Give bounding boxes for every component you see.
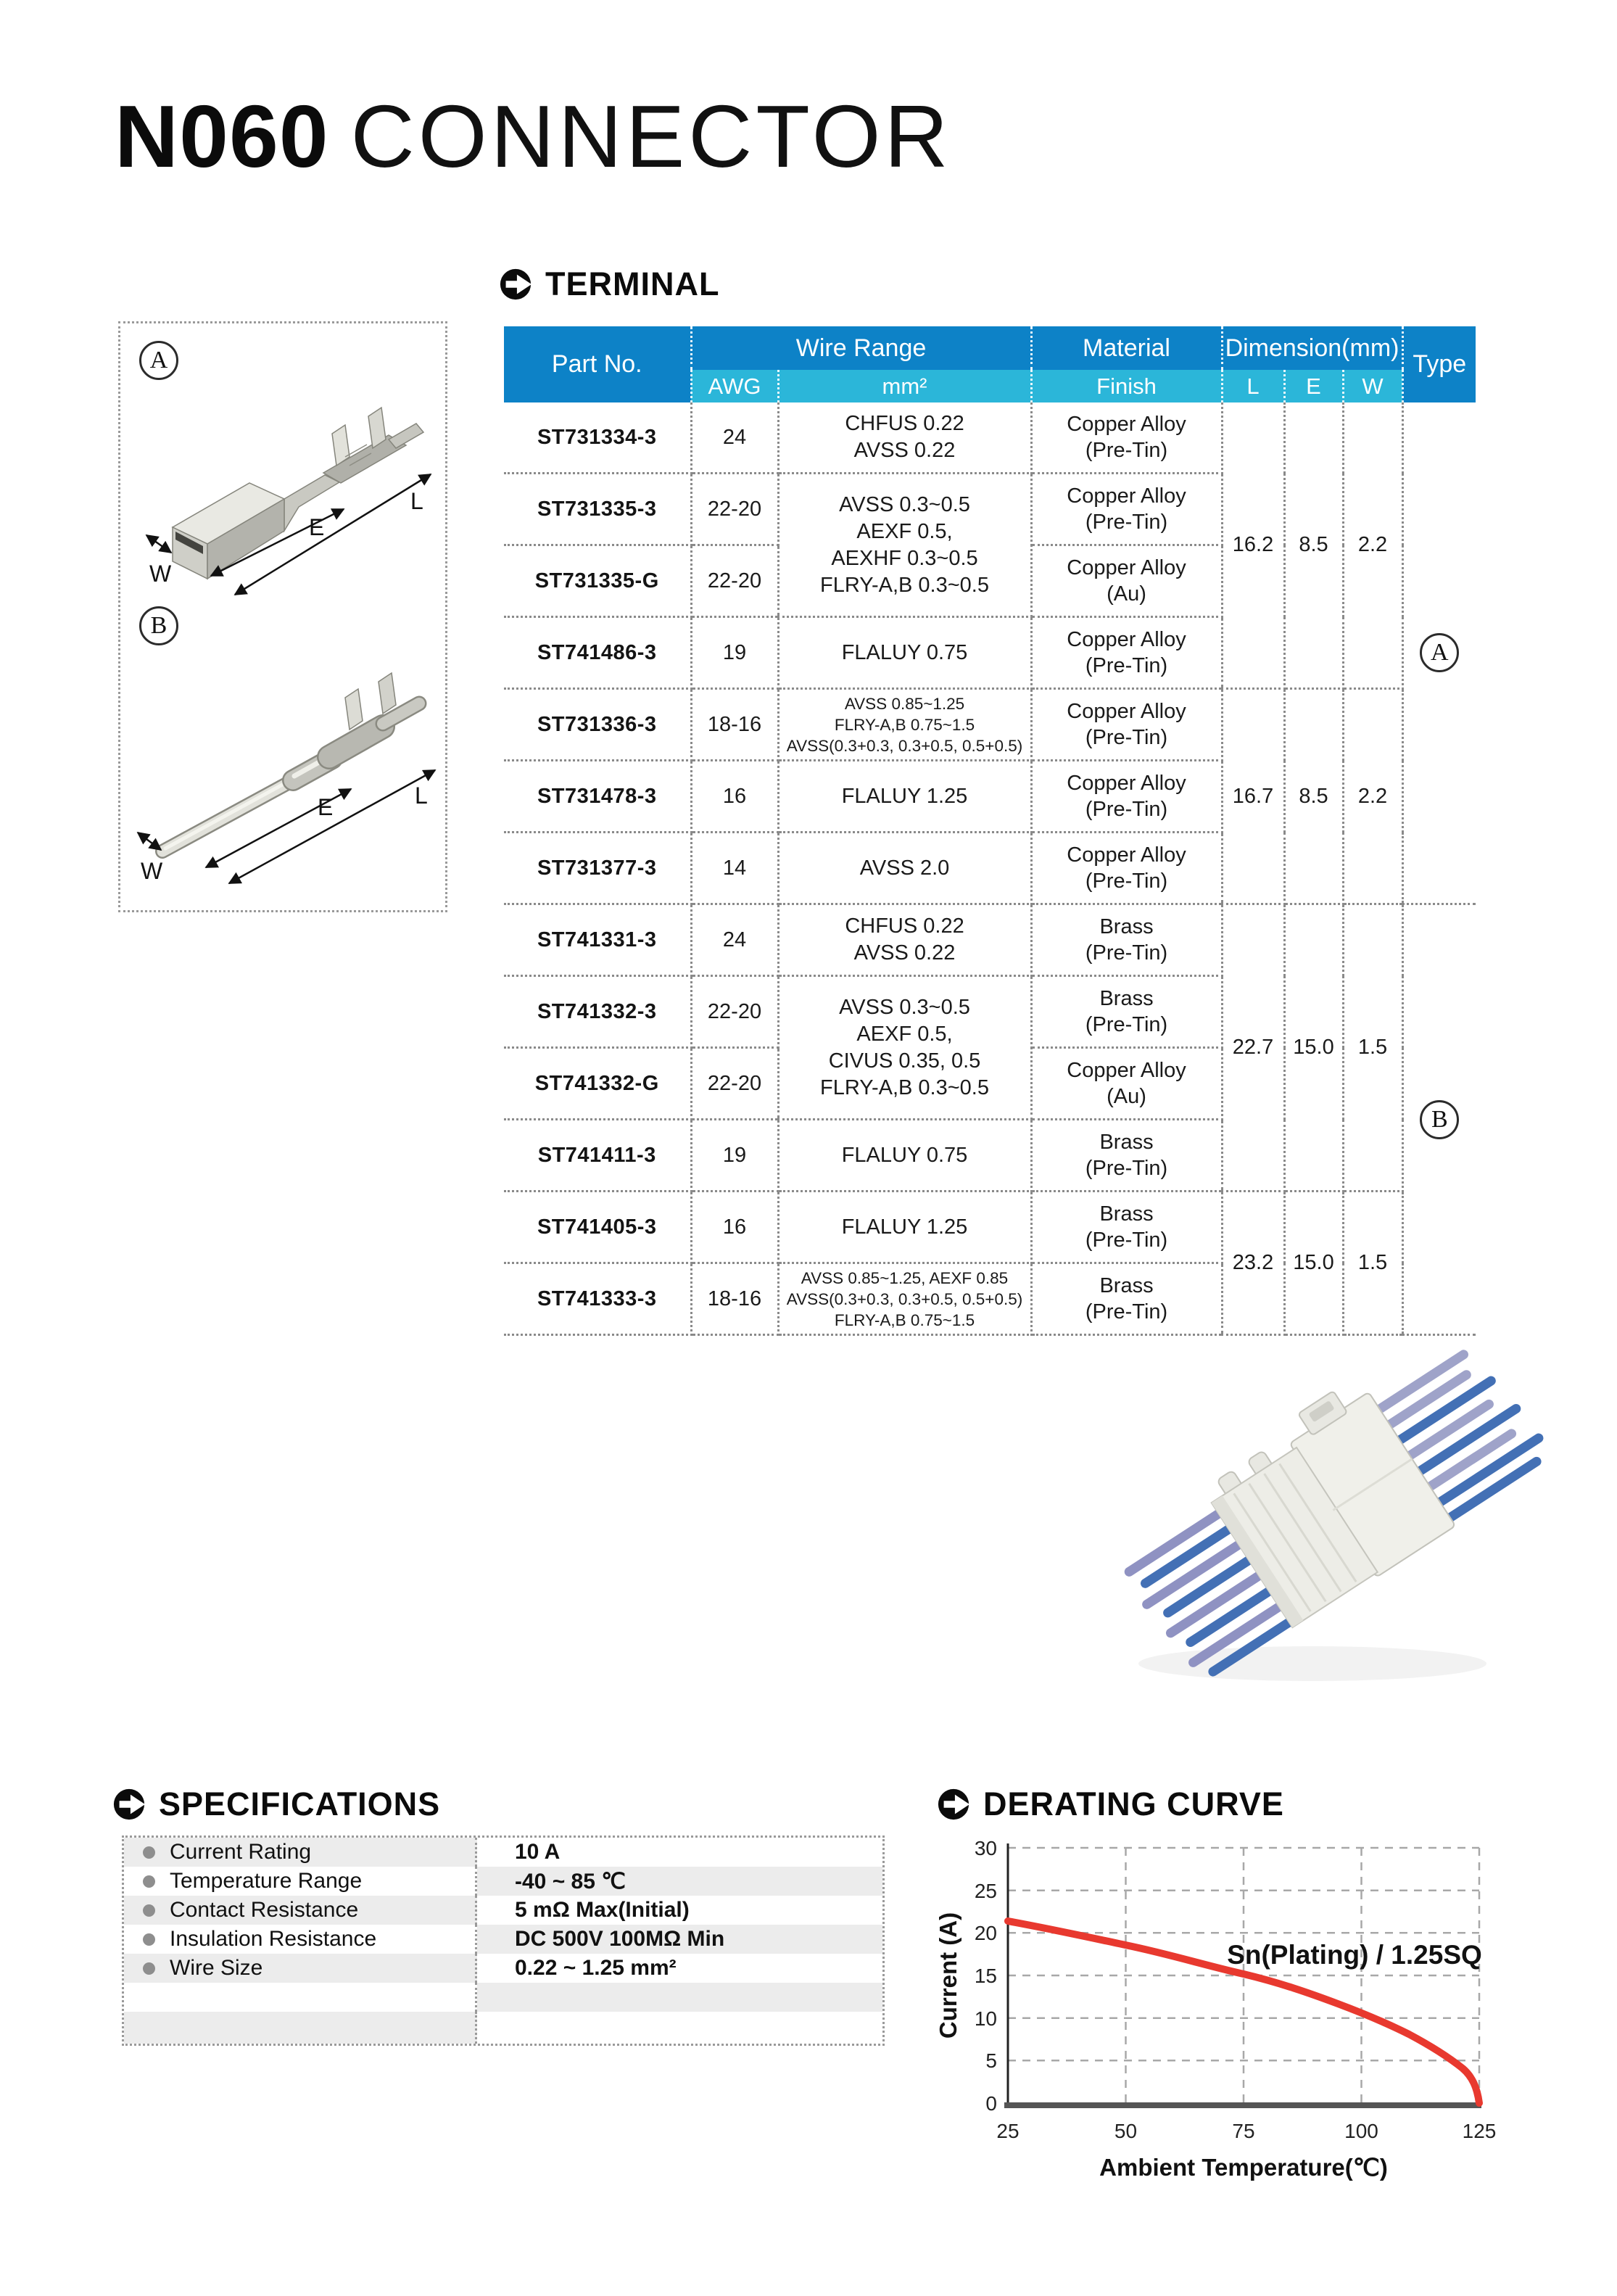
spec-value: 0.22 ~ 1.25 mm² [515,1956,677,1980]
wire-line: AEXF 0.5, [856,1022,953,1046]
dim-e-cell: 8.5 [1284,689,1343,904]
material-finish: (Pre-Tin) [1085,654,1168,677]
spec-row-empty [124,2012,882,2044]
dim-e-cell: 8.5 [1284,402,1343,689]
type-a-marker: A [1420,633,1459,672]
wire-line: FLALUY 1.25 [841,784,968,808]
x-tick: 125 [1462,2120,1497,2142]
col-header-l: L [1222,370,1284,402]
y-tick: 5 [985,2049,997,2072]
spec-row [124,1954,882,1983]
arrow-circle-icon [112,1788,146,1821]
spec-label [124,1925,477,1954]
spec-value [477,1983,882,2012]
material-cell [1031,761,1222,833]
wire-line: AEXF 0.5, [856,519,953,543]
wire-range-cell [778,1263,1031,1335]
awg-cell: 18-16 [691,1263,778,1335]
awg-cell: 14 [691,833,778,904]
y-tick: 0 [985,2092,997,2115]
dim-l-cell: 16.7 [1222,689,1284,904]
material-finish: (Pre-Tin) [1085,798,1168,821]
terminal-a-photo [128,364,442,603]
dim-w-label: W [141,858,163,884]
dim-l-label: L [410,488,423,514]
awg-cell: 22-20 [691,545,778,617]
material-finish: (Pre-Tin) [1085,511,1168,534]
dim-w-label: W [149,561,172,587]
wire-line: FLRY-A,B 0.3~0.5 [820,1075,989,1099]
spec-label [124,2012,477,2044]
material-finish: (Pre-Tin) [1085,1228,1168,1252]
wire-range-cell [778,617,1031,689]
col-header-type: Type [1402,326,1476,402]
wire-line: CIVUS 0.35, 0.5 [828,1049,981,1073]
bullet-icon [143,1846,155,1859]
x-tick: 25 [996,2120,1020,2142]
bullet-icon [143,1962,155,1975]
wire-line: FLRY-A,B 0.3~0.5 [820,573,989,597]
spec-label [124,1838,477,1867]
wire-range-cell [778,474,1031,617]
awg-cell: 19 [691,1120,778,1192]
wire-line: AVSS(0.3+0.3, 0.3+0.5, 0.5+0.5) [786,736,1023,755]
connector-illustration [1104,1340,1554,1690]
male-terminal-illustration [162,673,419,851]
wire-line: AVSS 0.85~1.25 [844,694,965,713]
type-cell [1402,904,1476,1335]
part-no-cell: ST741332-G [504,1048,691,1120]
bullet-icon [143,1933,155,1946]
bullet-icon [143,1875,155,1888]
material-finish: (Pre-Tin) [1085,1157,1168,1180]
material-cell [1031,689,1222,761]
material-finish: (Pre-Tin) [1085,439,1168,462]
spec-value [477,2012,882,2044]
awg-cell: 19 [691,617,778,689]
spec-value: 10 A [515,1840,561,1864]
type-b-label: B [139,606,178,645]
col-header-material: Material [1031,326,1222,370]
terminal-photo-panel [118,321,447,912]
type-a-label: A [139,341,178,380]
dim-l-cell: 16.2 [1222,402,1284,689]
spec-label [124,1983,477,2012]
dim-w-cell: 2.2 [1343,402,1402,689]
model-number: N060 [115,87,329,186]
section-title: SPECIFICATIONS [159,1785,441,1822]
part-no-cell: ST731334-3 [504,402,691,474]
material-name: Copper Alloy [1067,413,1186,436]
table-header-row [504,326,1476,370]
spec-row-empty [124,1983,882,2012]
dim-l-label: L [415,782,428,809]
dim-w-cell: 1.5 [1343,904,1402,1192]
material-name: Copper Alloy [1067,843,1186,867]
wire-line: FLALUY 0.75 [841,1143,968,1167]
wire-line: AVSS 0.22 [853,439,956,462]
dim-l-cell: 23.2 [1222,1192,1284,1335]
col-header-finish: Finish [1031,370,1222,402]
wire-line: AVSS 0.22 [853,941,956,965]
material-cell [1031,1048,1222,1120]
y-axis-title: Current (A) [935,1912,961,2039]
wire-range-cell [778,976,1031,1120]
material-cell [1031,1120,1222,1192]
wire-line: FLRY-A,B 0.75~1.5 [834,1310,975,1329]
dim-e-cell: 15.0 [1284,904,1343,1192]
part-no-cell: ST741331-3 [504,904,691,976]
material-name: Brass [1099,1274,1154,1297]
part-no-cell: ST741333-3 [504,1263,691,1335]
material-name: Copper Alloy [1067,772,1186,795]
table-row [504,904,1476,976]
material-name: Copper Alloy [1067,1059,1186,1082]
table-row [504,402,1476,474]
y-tick: 25 [974,1880,997,1902]
terminal-table [504,326,1476,1336]
material-cell [1031,545,1222,617]
spec-label-text: Insulation Resistance [170,1927,377,1951]
part-no-cell: ST731336-3 [504,689,691,761]
spec-label-text: Temperature Range [170,1869,363,1893]
material-cell [1031,1263,1222,1335]
female-terminal-illustration [173,408,423,579]
awg-cell: 16 [691,1192,778,1263]
spec-label [124,1896,477,1925]
material-name: Copper Alloy [1067,484,1186,508]
material-name: Copper Alloy [1067,628,1186,651]
col-header-wire-range: Wire Range [691,326,1031,370]
material-cell [1031,1192,1222,1263]
col-header-mm2: mm² [778,370,1031,402]
wire-line: FLALUY 1.25 [841,1215,968,1239]
material-cell [1031,904,1222,976]
x-axis-title: Ambient Temperature(℃) [1099,2154,1388,2181]
terminal-b-photo [128,628,442,904]
wire-line: AVSS 0.3~0.5 [839,995,970,1019]
dim-e-label: E [309,514,325,540]
y-tick: 10 [974,2007,997,2030]
awg-cell: 24 [691,402,778,474]
col-header-dimension: Dimension(mm) [1222,326,1402,370]
wire-line: AVSS 2.0 [859,856,950,880]
part-no-cell: ST731377-3 [504,833,691,904]
dim-l-cell: 22.7 [1222,904,1284,1192]
spec-label [124,1867,477,1896]
wire-range-cell [778,402,1031,474]
section-header-terminal [499,265,719,303]
wire-range-cell [778,761,1031,833]
spec-row [124,1896,882,1925]
table-row [504,1192,1476,1263]
spec-label-text: Contact Resistance [170,1898,359,1922]
part-no-cell: ST731335-G [504,545,691,617]
material-finish: (Au) [1107,582,1146,606]
spec-label-text: Current Rating [170,1840,312,1864]
awg-cell: 24 [691,904,778,976]
wire-line: CHFUS 0.22 [845,412,964,435]
section-title: TERMINAL [545,265,720,302]
type-cell [1402,402,1476,904]
spec-row [124,1867,882,1896]
material-name: Copper Alloy [1067,700,1186,723]
material-finish: (Pre-Tin) [1085,941,1168,965]
wire-range-cell [778,1192,1031,1263]
section-header-derating-curve [937,1785,1284,1823]
specifications-table [122,1835,885,2046]
col-header-awg: AWG [691,370,778,402]
section-header-specifications [112,1785,440,1823]
page-title [115,86,952,187]
table-row [504,689,1476,761]
col-header-part-no: Part No. [504,326,691,402]
material-name: Brass [1099,987,1154,1010]
x-tick: 100 [1344,2120,1378,2142]
title-suffix: CONNECTOR [350,87,952,186]
material-finish: (Pre-Tin) [1085,726,1168,749]
spec-label [124,1954,477,1983]
x-tick-labels [996,2120,1496,2142]
x-tick: 75 [1232,2120,1255,2142]
material-cell [1031,474,1222,545]
material-finish: (Pre-Tin) [1085,1300,1168,1323]
arrow-circle-icon [937,1788,970,1821]
wire-line: FLALUY 0.75 [841,640,968,664]
spec-row [124,1838,882,1867]
wire-range-cell [778,1120,1031,1192]
part-no-cell: ST741486-3 [504,617,691,689]
spec-value: DC 500V 100MΩ Min [477,1925,882,1954]
y-tick: 20 [974,1922,997,1944]
wire-line: FLRY-A,B 0.75~1.5 [834,715,975,734]
y-tick-labels [975,1837,997,2115]
material-cell [1031,833,1222,904]
connector-product-photo [1073,1340,1581,1696]
dim-w-cell: 1.5 [1343,1192,1402,1335]
y-tick: 15 [974,1965,997,1987]
awg-cell: 22-20 [691,976,778,1048]
wire-range-cell [778,833,1031,904]
col-header-w: W [1343,370,1402,402]
x-tick: 50 [1114,2120,1138,2142]
dim-e-cell: 15.0 [1284,1192,1343,1335]
wire-line: CHFUS 0.22 [845,914,964,938]
wire-line: AVSS 0.3~0.5 [839,492,970,516]
spec-value: -40 ~ 85 ℃ [477,1867,882,1896]
material-finish: (Pre-Tin) [1085,870,1168,893]
material-finish: (Pre-Tin) [1085,1013,1168,1036]
arrow-circle-icon [499,268,532,301]
curve-annotation: Sn(Plating) / 1.25SQ [1227,1940,1482,1970]
part-no-cell: ST741411-3 [504,1120,691,1192]
awg-cell: 18-16 [691,689,778,761]
part-no-cell: ST741332-3 [504,976,691,1048]
y-tick: 30 [974,1837,997,1859]
col-header-e: E [1284,370,1343,402]
awg-cell: 22-20 [691,474,778,545]
spec-label-text: Wire Size [170,1956,263,1980]
awg-cell: 16 [691,761,778,833]
part-no-cell: ST731335-3 [504,474,691,545]
material-cell [1031,976,1222,1048]
section-title: DERATING CURVE [983,1785,1284,1822]
wire-line: AVSS(0.3+0.3, 0.3+0.5, 0.5+0.5) [786,1289,1023,1308]
material-name: Brass [1099,915,1154,938]
bullet-icon [143,1904,155,1917]
material-cell [1031,402,1222,474]
part-no-cell: ST731478-3 [504,761,691,833]
material-cell [1031,617,1222,689]
material-finish: (Au) [1107,1085,1146,1108]
wire-range-cell [778,689,1031,761]
dim-e-label: E [318,794,334,820]
wire-line: AEXHF 0.3~0.5 [831,546,978,570]
type-b-marker: B [1420,1100,1459,1139]
spec-value: 5 mΩ Max(Initial) [515,1898,690,1922]
wire-line: AVSS 0.85~1.25, AEXF 0.85 [801,1268,1009,1287]
spec-row [124,1925,882,1954]
awg-cell: 22-20 [691,1048,778,1120]
derating-curve-chart [932,1826,1505,2189]
material-name: Brass [1099,1202,1154,1226]
material-name: Copper Alloy [1067,556,1186,579]
dim-w-cell: 2.2 [1343,689,1402,904]
part-no-cell: ST741405-3 [504,1192,691,1263]
wire-range-cell [778,904,1031,976]
material-name: Brass [1099,1131,1154,1154]
